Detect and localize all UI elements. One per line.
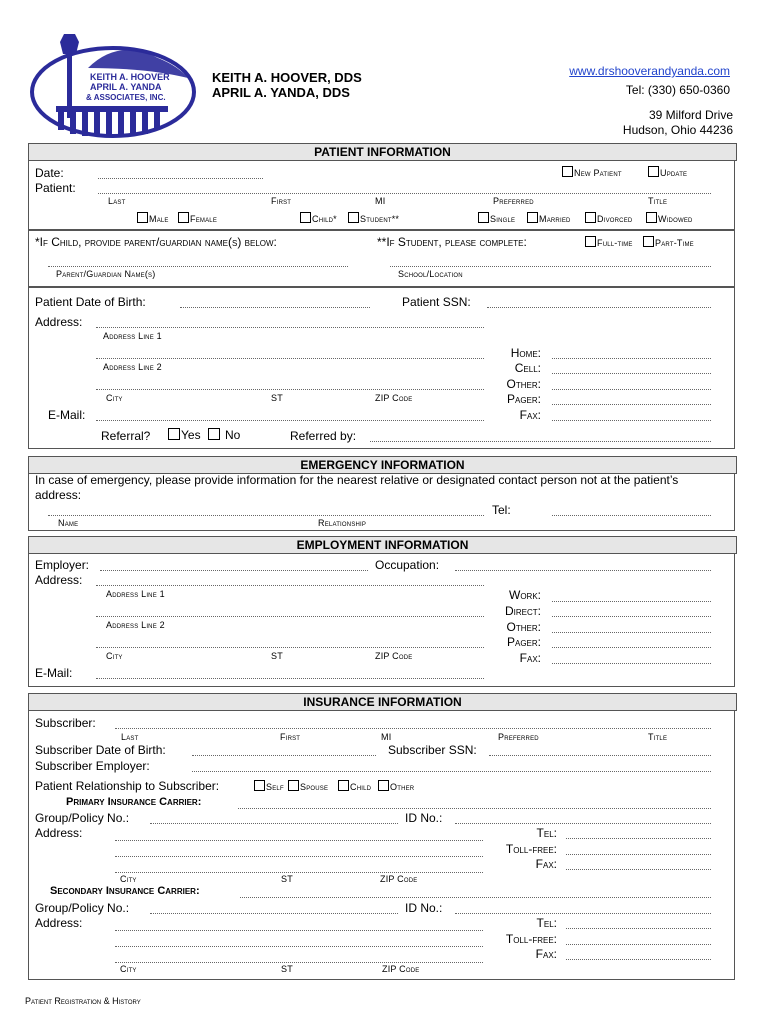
student-label: Student** (360, 214, 400, 224)
if-student-label: **If Student, please complete: (377, 235, 527, 249)
address-label: Address: (35, 315, 83, 329)
update-label: Update (660, 168, 688, 178)
male-checkbox[interactable] (137, 212, 169, 224)
occupation-label: Occupation: (375, 558, 440, 572)
married-label: Married (539, 214, 571, 224)
update-checkbox[interactable] (648, 166, 687, 178)
parttime-label: Part-Time (655, 238, 694, 248)
city-caption: City (106, 393, 123, 403)
secondary-address-line-1[interactable] (115, 930, 483, 931)
work-phone-field[interactable] (552, 601, 711, 602)
secondary-tollfree-label: Toll-free: (505, 932, 557, 946)
emergency-instructions-cont: address: (35, 488, 82, 502)
employer-city-st-zip-field[interactable] (96, 647, 484, 648)
secondary-address-label: Address: (35, 916, 83, 930)
primary-city-caption: City (120, 874, 137, 884)
employer-fax-label: Fax: (519, 651, 541, 665)
employer-pager-field[interactable] (552, 647, 711, 648)
referral-yes-checkbox[interactable] (168, 428, 201, 442)
website-link[interactable]: www.drshooverandyanda.com (569, 64, 730, 78)
footer-title: Patient Registration & History (25, 996, 141, 1006)
if-child-label: *If Child, provide parent/guardian name(s) below: (35, 235, 277, 249)
ssn-label: Patient SSN: (402, 295, 471, 309)
emergency-name-field[interactable] (48, 515, 484, 516)
city-address: Hudson, Ohio 44236 (622, 123, 733, 137)
secondary-group-field[interactable] (150, 913, 398, 914)
emergency-tel-field[interactable] (552, 515, 711, 516)
zip-caption: ZIP Code (375, 393, 413, 403)
rel-other-checkbox[interactable] (378, 780, 414, 792)
subscriber-ssn-field[interactable] (489, 755, 711, 756)
sub-first-caption: First (280, 732, 301, 742)
employer-address-line-2-field[interactable] (96, 616, 484, 617)
single-checkbox[interactable] (478, 212, 515, 224)
work-phone-label: Work: (509, 588, 541, 602)
last-name-caption: Last (108, 196, 126, 206)
student-checkbox[interactable] (348, 212, 399, 224)
employer-other-field[interactable] (552, 632, 711, 633)
referral-label: Referral? (101, 429, 151, 443)
direct-phone-label: Direct: (505, 604, 541, 618)
secondary-id-field[interactable] (455, 913, 711, 914)
employer-st-caption: ST (271, 651, 283, 661)
cell-phone-field[interactable] (552, 373, 711, 374)
sub-last-caption: Last (121, 732, 139, 742)
new-patient-label: New Patient (574, 168, 622, 178)
new-patient-checkbox[interactable] (562, 166, 622, 178)
ssn-field[interactable] (487, 307, 711, 308)
logo-line-3: & ASSOCIATES, INC. (86, 93, 166, 102)
mi-caption: MI (375, 196, 386, 206)
primary-zip-caption: ZIP Code (380, 874, 418, 884)
dob-label: Patient Date of Birth: (35, 295, 146, 309)
phone-number: Tel: (330) 650-0360 (625, 83, 730, 97)
employer-address-label: Address: (35, 573, 83, 587)
emergency-name-caption: Name (58, 518, 79, 528)
address-line-1-caption: Address Line 1 (103, 331, 162, 341)
patient-information-header: PATIENT INFORMATION (28, 143, 737, 161)
sub-preferred-caption: Preferred (498, 732, 539, 742)
logo-line-2: APRIL A. YANDA (90, 82, 162, 92)
secondary-tollfree-field[interactable] (566, 944, 711, 945)
primary-tollfree-label: Toll-free: (505, 842, 557, 856)
female-label: Female (190, 214, 218, 224)
email-field[interactable] (96, 420, 484, 421)
primary-tollfree-field[interactable] (566, 854, 711, 855)
emergency-relationship-caption: Relationship (318, 518, 367, 528)
secondary-address-line-2[interactable] (115, 946, 483, 947)
employer-email-label: E-Mail: (35, 666, 73, 680)
fax-label: Fax: (519, 408, 541, 422)
referral-yes-label: Yes (181, 428, 201, 442)
employer-address-line-1-field[interactable] (96, 585, 484, 586)
title-caption: Title (648, 196, 668, 206)
home-phone-label: Home: (510, 346, 541, 360)
employer-label: Employer: (35, 558, 90, 572)
primary-address-line-3[interactable] (115, 872, 483, 873)
secondary-tel-label: Tel: (536, 916, 557, 930)
rel-spouse-label: Spouse (300, 782, 329, 792)
secondary-fax-field[interactable] (566, 959, 711, 960)
single-label: Single (490, 214, 516, 224)
pager-field[interactable] (552, 404, 711, 405)
secondary-st-caption: ST (281, 964, 293, 974)
date-label: Date: (35, 166, 64, 180)
subscriber-dob-field[interactable] (192, 755, 376, 756)
emergency-tel-label: Tel: (492, 503, 511, 517)
subscriber-name-field[interactable] (115, 728, 711, 729)
cell-phone-label: Cell: (514, 361, 541, 375)
st-caption: ST (271, 393, 283, 403)
address-line-1-field[interactable] (96, 327, 484, 328)
employer-zip-caption: ZIP Code (375, 651, 413, 661)
fulltime-checkbox[interactable] (585, 236, 633, 248)
parttime-checkbox[interactable] (643, 236, 694, 248)
patient-label: Patient: (35, 181, 76, 195)
date-field[interactable] (98, 178, 263, 179)
rel-child-label: Child (350, 782, 372, 792)
sub-title-caption: Title (648, 732, 668, 742)
secondary-id-label: ID No.: (405, 901, 443, 915)
school-location-caption: School/Location (398, 269, 463, 279)
emergency-instructions: In case of emergency, please provide information for the nearest relative or designated contact person not at the patient’s (35, 473, 679, 487)
rel-self-label: Self (266, 782, 284, 792)
secondary-address-line-3[interactable] (115, 962, 483, 963)
fulltime-label: Full-time (597, 238, 633, 248)
school-location-field[interactable] (390, 266, 711, 267)
fax-field[interactable] (552, 420, 711, 421)
employment-information-header: EMPLOYMENT INFORMATION (28, 536, 737, 554)
sub-mi-caption: MI (381, 732, 392, 742)
subscriber-dob-label: Subscriber Date of Birth: (35, 743, 166, 757)
patient-name-field[interactable] (98, 193, 711, 194)
child-checkbox[interactable] (300, 212, 337, 224)
subscriber-employer-field[interactable] (192, 771, 711, 772)
divorced-checkbox[interactable] (585, 212, 632, 224)
primary-st-caption: ST (281, 874, 293, 884)
employer-other-label: Other: (506, 620, 541, 634)
primary-fax-field[interactable] (566, 869, 711, 870)
other-phone-label: Other: (506, 377, 541, 391)
occupation-field[interactable] (455, 570, 711, 571)
home-phone-field[interactable] (552, 358, 711, 359)
secondary-carrier-field[interactable] (240, 897, 711, 898)
married-checkbox[interactable] (527, 212, 571, 224)
subscriber-employer-label: Subscriber Employer: (35, 759, 150, 773)
employer-pager-label: Pager: (506, 635, 541, 649)
divorced-label: Divorced (597, 214, 633, 224)
city-st-zip-field[interactable] (96, 389, 484, 390)
employer-city-caption: City (106, 651, 123, 661)
insurance-information-header: INSURANCE INFORMATION (28, 693, 737, 711)
primary-id-label: ID No.: (405, 811, 443, 825)
referred-by-label: Referred by: (290, 429, 357, 443)
referral-no-checkbox[interactable] (208, 428, 240, 442)
primary-id-field[interactable] (455, 823, 711, 824)
primary-carrier-field[interactable] (238, 808, 711, 809)
other-phone-field[interactable] (552, 389, 711, 390)
employer-fax-field[interactable] (552, 663, 711, 664)
practice-logo (28, 28, 198, 140)
employer-email-field[interactable] (96, 678, 484, 679)
secondary-carrier-label: Secondary Insurance Carrier: (50, 885, 200, 897)
rel-spouse-checkbox[interactable] (288, 780, 328, 792)
street-address: 39 Milford Drive (648, 108, 733, 122)
address-line-2-field[interactable] (96, 358, 484, 359)
pager-label: Pager: (506, 392, 541, 406)
secondary-fax-label: Fax: (535, 947, 557, 961)
rel-self-checkbox[interactable] (254, 780, 284, 792)
primary-fax-label: Fax: (535, 857, 557, 871)
first-name-caption: First (271, 196, 292, 206)
primary-address-line-1[interactable] (115, 840, 483, 841)
employer-address-line-1-caption: Address Line 1 (106, 589, 165, 599)
doctor-name-2: APRIL A. YANDA, DDS (212, 85, 350, 100)
child-label: Child* (312, 214, 337, 224)
relationship-label: Patient Relationship to Subscriber: (35, 779, 220, 793)
widowed-label: Widowed (658, 214, 693, 224)
dob-field[interactable] (180, 307, 370, 308)
employer-field[interactable] (100, 570, 368, 571)
preferred-caption: Preferred (493, 196, 534, 206)
emergency-information-header: EMERGENCY INFORMATION (28, 456, 737, 474)
logo-line-1: KEITH A. HOOVER (90, 72, 170, 82)
doctor-name-1: KEITH A. HOOVER, DDS (212, 70, 362, 85)
primary-group-field[interactable] (150, 823, 398, 824)
primary-group-label: Group/Policy No.: (35, 811, 130, 825)
secondary-zip-caption: ZIP Code (382, 964, 420, 974)
rel-other-label: Other (390, 782, 415, 792)
parent-guardian-caption: Parent/Guardian Name(s) (56, 269, 156, 279)
secondary-group-label: Group/Policy No.: (35, 901, 130, 915)
referral-no-label: No (225, 428, 241, 442)
primary-tel-label: Tel: (536, 826, 557, 840)
primary-carrier-label: Primary Insurance Carrier: (66, 796, 202, 808)
widowed-checkbox[interactable] (646, 212, 693, 224)
parent-guardian-field[interactable] (48, 266, 348, 267)
secondary-city-caption: City (120, 964, 137, 974)
direct-phone-field[interactable] (552, 616, 711, 617)
primary-address-line-2[interactable] (115, 856, 483, 857)
primary-tel-field[interactable] (566, 838, 711, 839)
female-checkbox[interactable] (178, 212, 217, 224)
employer-address-line-2-caption: Address Line 2 (106, 620, 165, 630)
secondary-tel-field[interactable] (566, 928, 711, 929)
email-label: E-Mail: (48, 408, 86, 422)
address-line-2-caption: Address Line 2 (103, 362, 162, 372)
subscriber-ssn-label: Subscriber SSN: (388, 743, 477, 757)
primary-address-label: Address: (35, 826, 83, 840)
rel-child-checkbox[interactable] (338, 780, 371, 792)
subscriber-label: Subscriber: (35, 716, 96, 730)
male-label: Male (149, 214, 169, 224)
referred-by-field[interactable] (370, 441, 711, 442)
